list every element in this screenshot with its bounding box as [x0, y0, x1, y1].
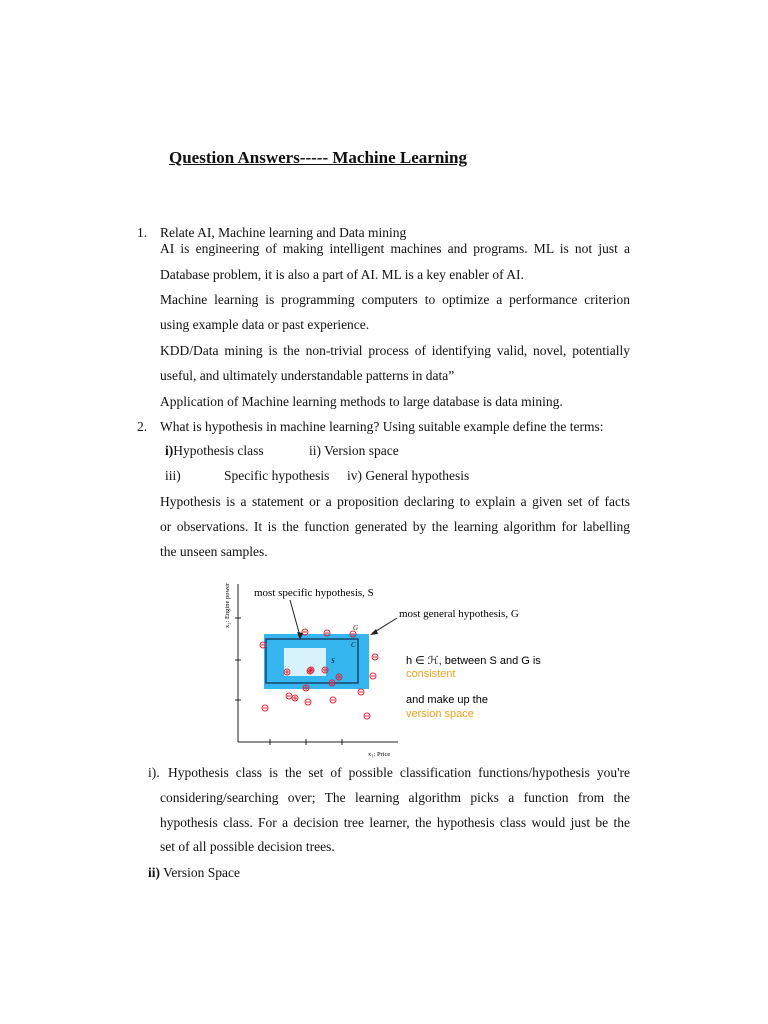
term-i-label: i) — [165, 443, 174, 458]
q1-line-7: Application of Machine learning methods to large database is data mining. — [160, 394, 563, 409]
arrow-general-head — [370, 629, 378, 635]
q1-question: Relate AI, Machine learning and Data mining — [160, 225, 407, 240]
note-version-space: version space — [406, 708, 474, 720]
x-axis-label: x₁: Price — [368, 751, 391, 758]
page-title: Question Answers----- Machine Learning — [169, 148, 467, 167]
label-most-specific: most specific hypothesis, S — [254, 587, 374, 599]
note-line-2: and make up the — [406, 694, 488, 706]
arrow-specific — [290, 600, 300, 636]
negative-point — [305, 699, 311, 705]
term-i-text: Hypothesis class — [173, 443, 264, 458]
def-i-label: i). — [148, 765, 160, 780]
q1-line-4: using example data or past experience. — [160, 317, 370, 332]
term-iii: Specific hypothesis — [224, 468, 330, 483]
def-i-line-1: Hypothesis class is the set of possible classification functions/hypothesis you're — [168, 765, 630, 780]
negative-point — [286, 693, 292, 699]
term-iv: iv) General hypothesis — [347, 468, 470, 483]
term-ii: ii) Version space — [309, 443, 399, 458]
q2-question: What is hypothesis in machine learning? Using suitable example define the terms: — [160, 419, 604, 434]
term-i — [165, 443, 264, 459]
q1-line-6: useful, and ultimately understandable patterns in data” — [160, 368, 455, 383]
box-g-label: G — [353, 624, 359, 632]
negative-point — [372, 654, 378, 660]
def-i-line-3: hypothesis class. For a decision tree learner, the hypothesis class would just be the — [160, 815, 630, 830]
q1-line-5: KDD/Data mining is the non-trivial process of identifying valid, novel, potentially — [160, 343, 630, 358]
def-i-line-2: considering/searching over; The learning algorithm picks a function from the — [160, 790, 630, 805]
negative-point — [262, 705, 268, 711]
box-s-label: S — [331, 657, 335, 665]
note-line-1: h ∈ ℋ, between S and G is — [406, 655, 541, 667]
q2-answer-line-3: the unseen samples. — [160, 544, 268, 559]
q1-line-2: Database problem, it is also a part of AI. ML is a key enabler of AI. — [160, 267, 524, 282]
hypothesis-figure — [220, 578, 560, 760]
def-ii-label: ii) — [148, 865, 160, 880]
q2-answer-line-2: or observations. It is the function generated by the learning algorithm for labelling — [160, 519, 630, 534]
y-axis-label: x₂: Engine power — [224, 582, 231, 628]
negative-point — [330, 697, 336, 703]
q1-line-3: Machine learning is programming computers to optimize a performance criterion — [160, 292, 630, 307]
q2-answer-line-1: Hypothesis is a statement or a proposition declaring to explain a given set of facts — [160, 494, 630, 509]
def-ii — [148, 865, 240, 881]
negative-point — [358, 689, 364, 695]
def-i-line-4: set of all possible decision trees. — [160, 839, 335, 854]
q2-number: 2. — [137, 419, 148, 434]
def-ii-text: Version Space — [163, 865, 240, 880]
note-consistent: consistent — [406, 668, 456, 680]
negative-point — [370, 673, 376, 679]
term-iii-label: iii) — [165, 468, 181, 483]
box-c-label: C — [351, 641, 356, 649]
label-most-general: most general hypothesis, G — [399, 608, 519, 620]
positive-point — [292, 695, 298, 701]
negative-point — [364, 713, 370, 719]
q1-number: 1. — [137, 225, 148, 240]
q1-line-1: AI is engineering of making intelligent machines and programs. ML is not just a — [160, 241, 630, 256]
